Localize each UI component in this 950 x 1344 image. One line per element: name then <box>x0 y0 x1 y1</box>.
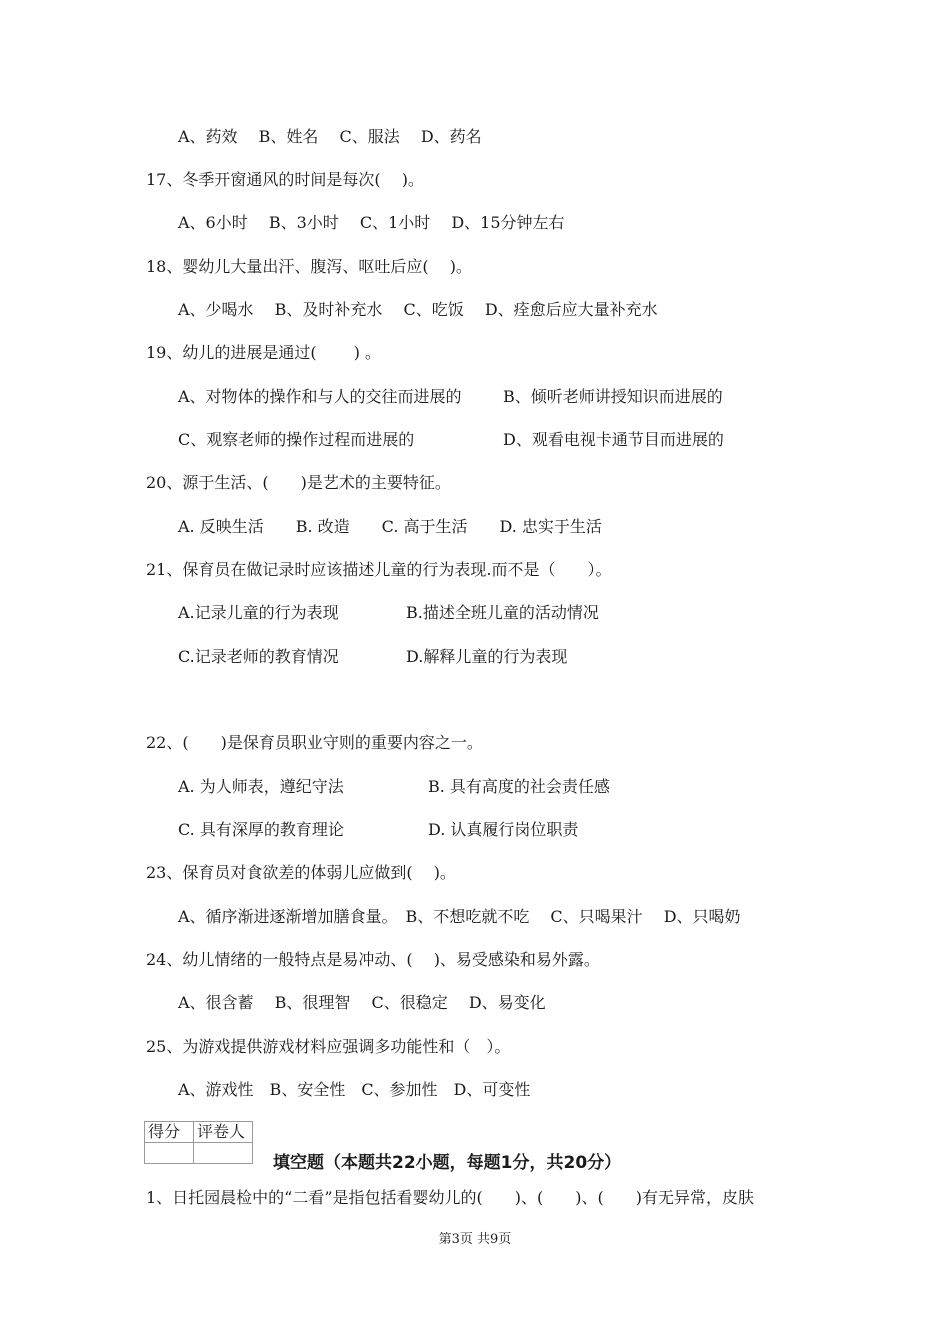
q25-options: A、游戏性 B、安全性 C、参加性 D、可变性 <box>178 1080 531 1099</box>
q21-option-c: C.记录老师的教育情况 <box>178 647 339 666</box>
question-17: 17、冬季开窗通风的时间是每次( )。 <box>146 170 424 189</box>
q22-option-d: D. 认真履行岗位职责 <box>428 820 579 839</box>
q19-option-d: D、观看电视卡通节目而进展的 <box>503 430 724 449</box>
section-title: 填空题（本题共22小题，每题1分，共20分） <box>273 1153 622 1173</box>
question-20: 20、源于生活、( )是艺术的主要特征。 <box>146 473 451 492</box>
q18-options: A、少喝水 B、及时补充水 C、吃饭 D、痊愈后应大量补充水 <box>178 300 658 319</box>
score-table <box>144 1121 253 1164</box>
q22-option-b: B. 具有高度的社会责任感 <box>428 777 610 796</box>
question-21: 21、保育员在做记录时应该描述儿童的行为表现.而不是（ ）。 <box>146 560 612 579</box>
page-footer: 第3页 共9页 <box>438 1232 512 1247</box>
question-22: 22、( )是保育员职业守则的重要内容之一。 <box>146 733 483 752</box>
q19-option-b: B、倾听老师讲授知识而进展的 <box>503 387 723 406</box>
q19-option-c: C、观察老师的操作过程而进展的 <box>178 430 415 449</box>
q24-options: A、很含蓄 B、很理智 C、很稳定 D、易变化 <box>178 993 546 1012</box>
score-cell <box>145 1143 194 1164</box>
grader-label: 评卷人 <box>194 1122 253 1143</box>
question-23: 23、保育员对食欲差的体弱儿应做到( )。 <box>146 863 456 882</box>
q16-options: A、药效 B、姓名 C、服法 D、药名 <box>178 127 482 146</box>
q17-options: A、6小时 B、3小时 C、1小时 D、15分钟左右 <box>178 213 565 232</box>
q20-options: A. 反映生活 B. 改造 C. 高于生活 D. 忠实于生活 <box>178 517 602 536</box>
question-18: 18、婴幼儿大量出汗、腹泻、呕吐后应( )。 <box>146 257 472 276</box>
question-24: 24、幼儿情绪的一般特点是易冲动、( )、易受感染和易外露。 <box>146 950 600 969</box>
q22-option-c: C. 具有深厚的教育理论 <box>178 820 344 839</box>
q22-option-a: A. 为人师表，遵纪守法 <box>178 777 344 796</box>
grader-cell <box>194 1143 253 1164</box>
question-19: 19、幼儿的进展是通过( ) 。 <box>146 343 382 362</box>
score-label: 得分 <box>145 1122 194 1143</box>
q21-option-a: A.记录儿童的行为表现 <box>178 603 339 622</box>
q21-option-d: D.解释儿童的行为表现 <box>406 647 568 666</box>
fill-question-1: 1、日托园晨检中的“二看”是指包括看婴幼儿的( )、( )、( )有无异常，皮肤 <box>146 1188 754 1207</box>
question-25: 25、为游戏提供游戏材料应强调多功能性和（ ）。 <box>146 1037 511 1056</box>
q19-option-a: A、对物体的操作和与人的交往而进展的 <box>178 387 462 406</box>
q23-options: A、循序渐进逐渐增加膳食量。 B、不想吃就不吃 C、只喝果汁 D、只喝奶 <box>178 907 741 926</box>
q21-option-b: B.描述全班儿童的活动情况 <box>406 603 599 622</box>
